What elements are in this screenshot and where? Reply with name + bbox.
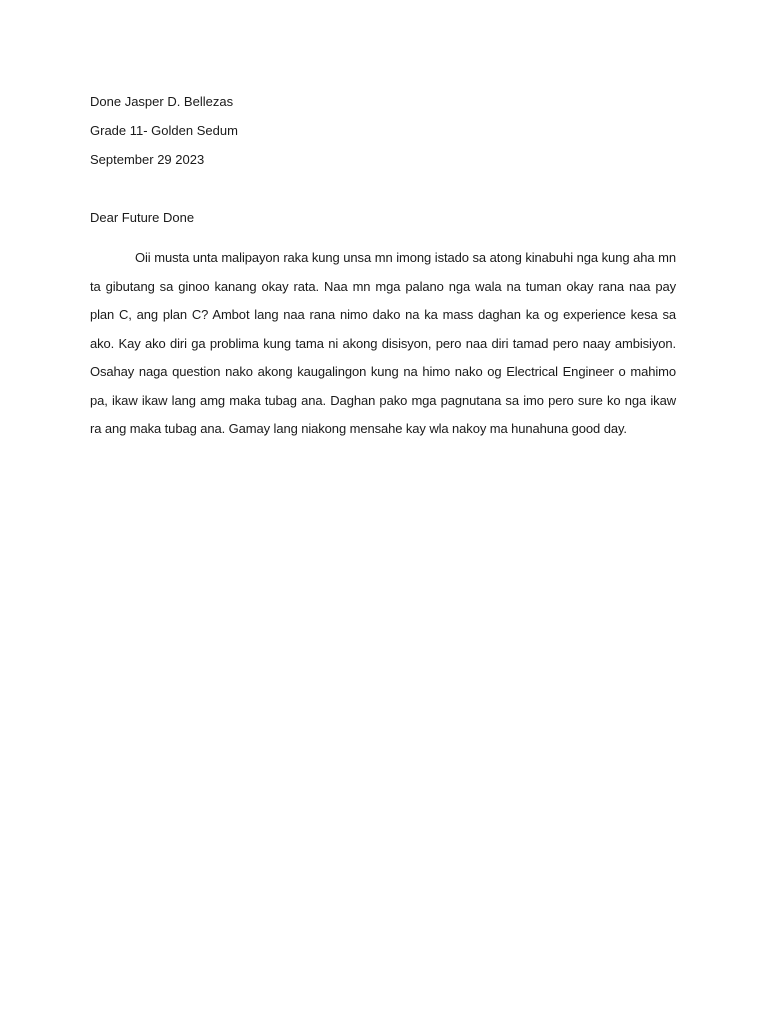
- letter-body: Oii musta unta malipayon raka kung unsa mn imong istado sa atong kinabuhi nga kung aha mn ta gibutang sa ginoo kanang okay rata. Naa mn mga palano nga wala na tuman okay rana naa pay plan C, ang plan C? Ambot lang naa rana nimo dako na ka mass daghan ka og experience kesa sa ako. Kay ako diri ga problima kung tama ni akong disisyon, pero naa diri tamad pero naay ambisiyon. Osahay naga question nako akong kaugalingon kung na himo nako og Electrical Engineer o mahimo pa, ikaw ikaw lang amg maka tubag ana. Daghan pako mga pagnutana sa imo pero sure ko nga ikaw ra ang maka tubag ana. Gamay lang niakong mensahe kay wla nakoy ma hunahuna good day.: [90, 250, 676, 436]
- author-name: Done Jasper D. Bellezas: [90, 94, 234, 109]
- salutation: Dear Future Done: [90, 210, 195, 225]
- grade-section: Grade 11- Golden Sedum: [90, 123, 238, 138]
- letter-date: September 29 2023: [90, 152, 205, 167]
